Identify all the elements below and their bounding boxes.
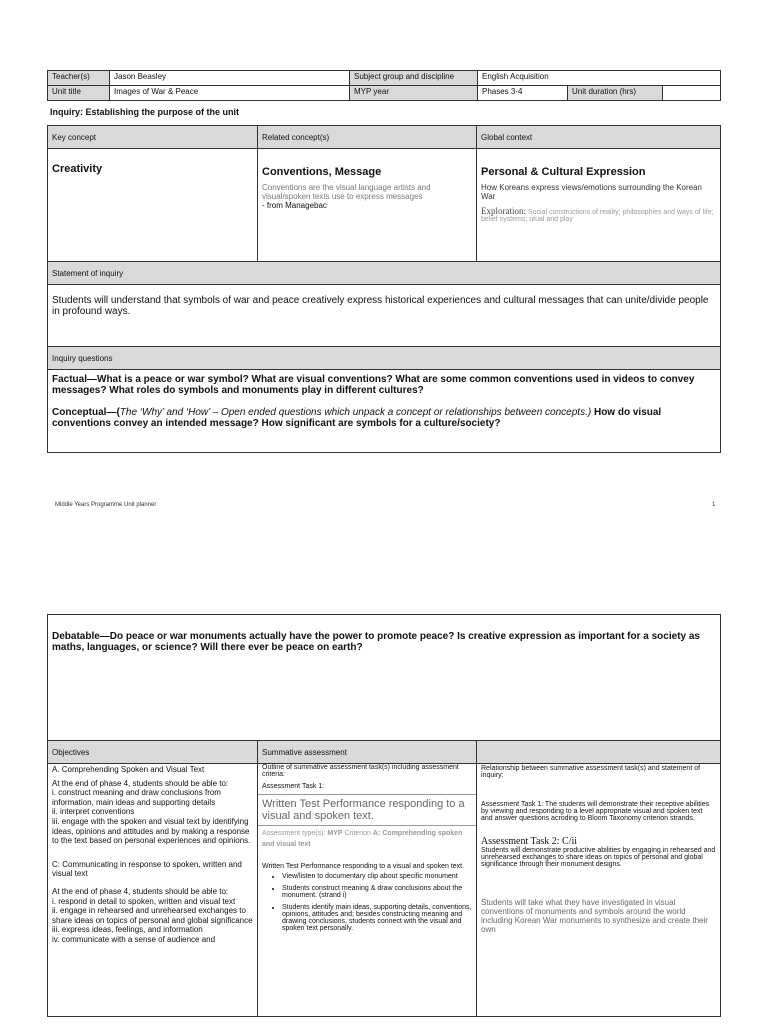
exploration-label: Exploration:	[481, 206, 526, 216]
duration-label: Unit duration (hrs)	[568, 86, 663, 101]
relationship-content: Relationship between summative assessment task(s) and statement of inquiry: Assessment Task 1: The students will demonstrate their receptive abilities by viewing and responding to a level appropriate visual and spoken text and answer questions acroding to Bloom Taxonomy criterion strands. Assessment Task 2: C/ii Students will demonstrate productive abilities by engaging in rehearsed and unrehearsed exchanges to share ideas on topics of personal and global significance through their monument designs. Students will take what they have investigated in visual conventions of monuments and symbols around the world including Korean War monuments to synthesize and create their own	[477, 764, 721, 1017]
subject-value: English Acquisition	[478, 71, 721, 86]
task1-title: Written Test Performance responding to a visual and spoken text.	[258, 794, 476, 826]
duration-value	[663, 86, 721, 101]
questions-label: Inquiry questions	[48, 347, 721, 370]
related-concept-label: Related concept(s)	[258, 126, 477, 149]
related-description: Conventions are the visual language artists and visual/spoken texts use to express messages	[262, 183, 431, 201]
global-context-label: Global context	[477, 126, 721, 149]
related-concept: Conventions, Message	[262, 166, 382, 178]
unit-info-table	[47, 70, 721, 101]
related-source: - from Managebac	[262, 201, 327, 210]
myp-year-label: MYP year	[350, 86, 478, 101]
inquiry-heading: Inquiry: Establishing the purpose of the unit	[50, 107, 239, 117]
global-description: How Koreans express views/emotions surrounding the Korean War	[481, 183, 703, 201]
footer-title: Middle Years Programme Unit planner	[55, 502, 157, 508]
subject-label: Subject group and discipline	[350, 71, 478, 86]
assessment-type: Assessment type(s): MYP Criterion A: Comprehending spoken and visual text	[262, 830, 463, 848]
factual-questions: Factual—What is a peace or war symbol? What are visual conventions? What are some common conventions used in videos to convey messages? What roles do symbols and monuments play in different cultures?	[52, 374, 695, 396]
unit-title-label: Unit title	[48, 86, 110, 101]
teacher-label: Teacher(s)	[48, 71, 110, 86]
key-concept: Creativity	[52, 163, 103, 175]
page-number: 1	[712, 502, 716, 508]
assessment-table	[47, 614, 721, 1017]
statement-text: Students will understand that symbols of war and peace creatively express historical experiences and cultural messages that can unite/divide people in profound ways.	[48, 285, 721, 347]
summative-content: Outline of summative assessment task(s) including assessment criteria: Assessment Task 1: Written Test Performance responding to a visual and spoken text. Assessment type(s): MYP Criterion A: Comprehending spoken and visual text Written Test Performance responding to a visual and spoken text. • View/listen to documentary clip about specific monument • Students construct meaning & draw conclusions about the monument. (strand i) • Students identify main ideas, supporting details, conventions, opinions, attitudes and; besides constructing meaning and drawing conclusions, students connect with the visual and spoken text personally.	[258, 764, 477, 1017]
summative-label: Summative assessment	[258, 741, 477, 764]
conceptual-questions: Conceptual—(The ‘Why’ and ‘How’ – Open ended questions which unpack a concept or relationships between concepts.) How do visual conventions convey an intended message? How significant are symbols for a culture/society?	[52, 407, 662, 429]
unit-title-value: Images of War & Peace	[110, 86, 350, 101]
key-concept-label: Key concept	[48, 126, 258, 149]
myp-year-value: Phases 3-4	[478, 86, 568, 101]
debatable-questions: Debatable—Do peace or war monuments actually have the power to promote peace? Is creative expression as important for a society as maths, languages, or science? Will there ever be peace on earth?	[48, 615, 721, 741]
global-context: Personal & Cultural Expression	[481, 166, 646, 178]
statement-label: Statement of inquiry	[48, 262, 721, 285]
objectives-content: A. Comprehending Spoken and Visual Text At the end of phase 4, students should be able to: i. construct meaning and draw conclusions from information, main ideas and supporting details ii. interpret conventions iii. engage with the spoken and visual text by identifying ideas, opinions and attitudes and by making a response to the text based on personal experiences and opinions. C: Communicating in response to spoken, written and visual text At the end of phase 4, students should be able to: i. respond in detail to spoken, written and visual text ii. engage in rehearsed and unrehearsed exchanges to share ideas on topics of personal and global significance iii. express ideas, feelings, and information iv. communicate with a sense of audience and	[48, 764, 258, 1017]
inquiry-table	[47, 125, 721, 453]
teacher-value: Jason Beasley	[110, 71, 350, 86]
objectives-label: Objectives	[48, 741, 258, 764]
exploration-text: Social constructions of reality; philosophies and ways of life; belief systems; ritual and play	[481, 209, 714, 223]
